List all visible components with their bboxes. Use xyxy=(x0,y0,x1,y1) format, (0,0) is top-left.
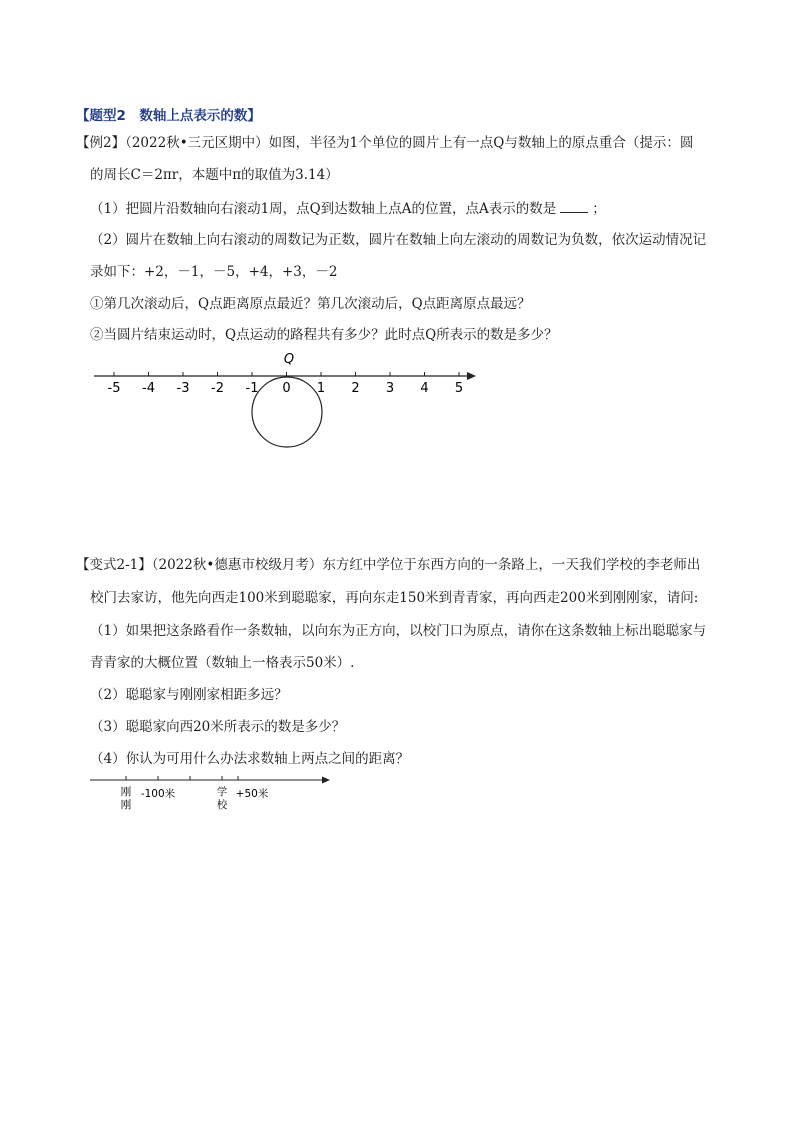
label-gang-1: 刚 xyxy=(120,786,132,798)
example-line-2: 的周长C＝2πr，本题中π的取值为3.14） xyxy=(90,167,339,183)
distance-arrow xyxy=(322,777,330,784)
variant-tag: 【变式2-1】 xyxy=(76,557,152,573)
tick-label: -1 xyxy=(245,381,259,396)
example-tag: 【例2】 xyxy=(76,135,126,151)
tick-label: 5 xyxy=(454,381,464,396)
example-line-1 xyxy=(76,133,693,153)
label-plus50: +50米 xyxy=(235,788,269,800)
variant-q4: （4）你认为可用什么办法求数轴上两点之间的距离？ xyxy=(90,751,410,767)
tick-label: -5 xyxy=(107,381,121,396)
tick-label: 0 xyxy=(282,381,291,396)
tick-label: 2 xyxy=(351,381,360,396)
label-gang-2: 刚 xyxy=(120,799,132,811)
variant-text-1: （2022秋•德惠市校级月考）东方红中学位于东西方向的一条路上，一天我们学校的李老师出 xyxy=(151,557,701,573)
variant-q1-line-1: （1）如果把这条路看作一条数轴，以向东为正方向，以校门口为原点，请你在这条数轴上标出聪聪家与 xyxy=(90,623,707,639)
tick-label: 4 xyxy=(420,381,429,396)
variant-q3: （3）聪聪家向西20米所表示的数是多少？ xyxy=(90,719,346,735)
example-q2-line-1: （2）圆片在数轴上向右滚动的周数记为正数，圆片在数轴上向左滚动的周数记为负数，依次运动情况记 xyxy=(90,232,707,248)
variant-line-1 xyxy=(76,555,700,575)
label-minus100: -100米 xyxy=(140,788,176,800)
variant-line-2: 校门去家访，他先向西走100米到聪聪家，再向东走150米到青青家，再向西走200米到刚刚家，请问: xyxy=(90,590,699,606)
tick-label: 3 xyxy=(385,381,395,396)
number-line-arrow xyxy=(467,372,476,380)
section-heading: 【题型2 数轴上点表示的数】 xyxy=(76,108,261,124)
tick-label: -2 xyxy=(211,381,224,396)
example-q1-text: （1）把圆片沿数轴向右滚动1周，点Q到达数轴上点A的位置，点A表示的数是 xyxy=(90,201,557,217)
point-q-label: Q xyxy=(283,352,295,367)
answer-blank[interactable] xyxy=(560,198,588,213)
example-q2-sub-2: ②当圆片结束运动时，Q点运动的路程共有多少？此时点Q所表示的数是多少？ xyxy=(90,327,558,343)
example-q1 xyxy=(90,198,606,219)
tick-label: -4 xyxy=(142,381,155,396)
example-q1-end: ； xyxy=(592,201,606,217)
tick-label: 1 xyxy=(316,381,326,396)
distance-number-line xyxy=(86,770,336,818)
label-school-1: 学 xyxy=(216,786,228,798)
example-q2-sub-1: ①第几次滚动后，Q点距离原点最近？第几次滚动后，Q点距离原点最远？ xyxy=(90,296,531,312)
variant-q2: （2）聪聪家与刚刚家相距多远？ xyxy=(90,687,288,703)
example-q2-line-2: 录如下：+2，－1，－5，+4，+3，－2 xyxy=(90,264,338,280)
example-text-1: （2022秋•三元区期中）如图，半径为1个单位的圆片上有一点Q与数轴上的原点重合（提示：圆 xyxy=(125,135,694,151)
label-school-2: 校 xyxy=(216,799,228,811)
number-line-figure xyxy=(88,348,488,458)
variant-q1-line-2: 青青家的大概位置（数轴上一格表示50米）. xyxy=(90,655,355,671)
tick-label: -3 xyxy=(176,381,190,396)
